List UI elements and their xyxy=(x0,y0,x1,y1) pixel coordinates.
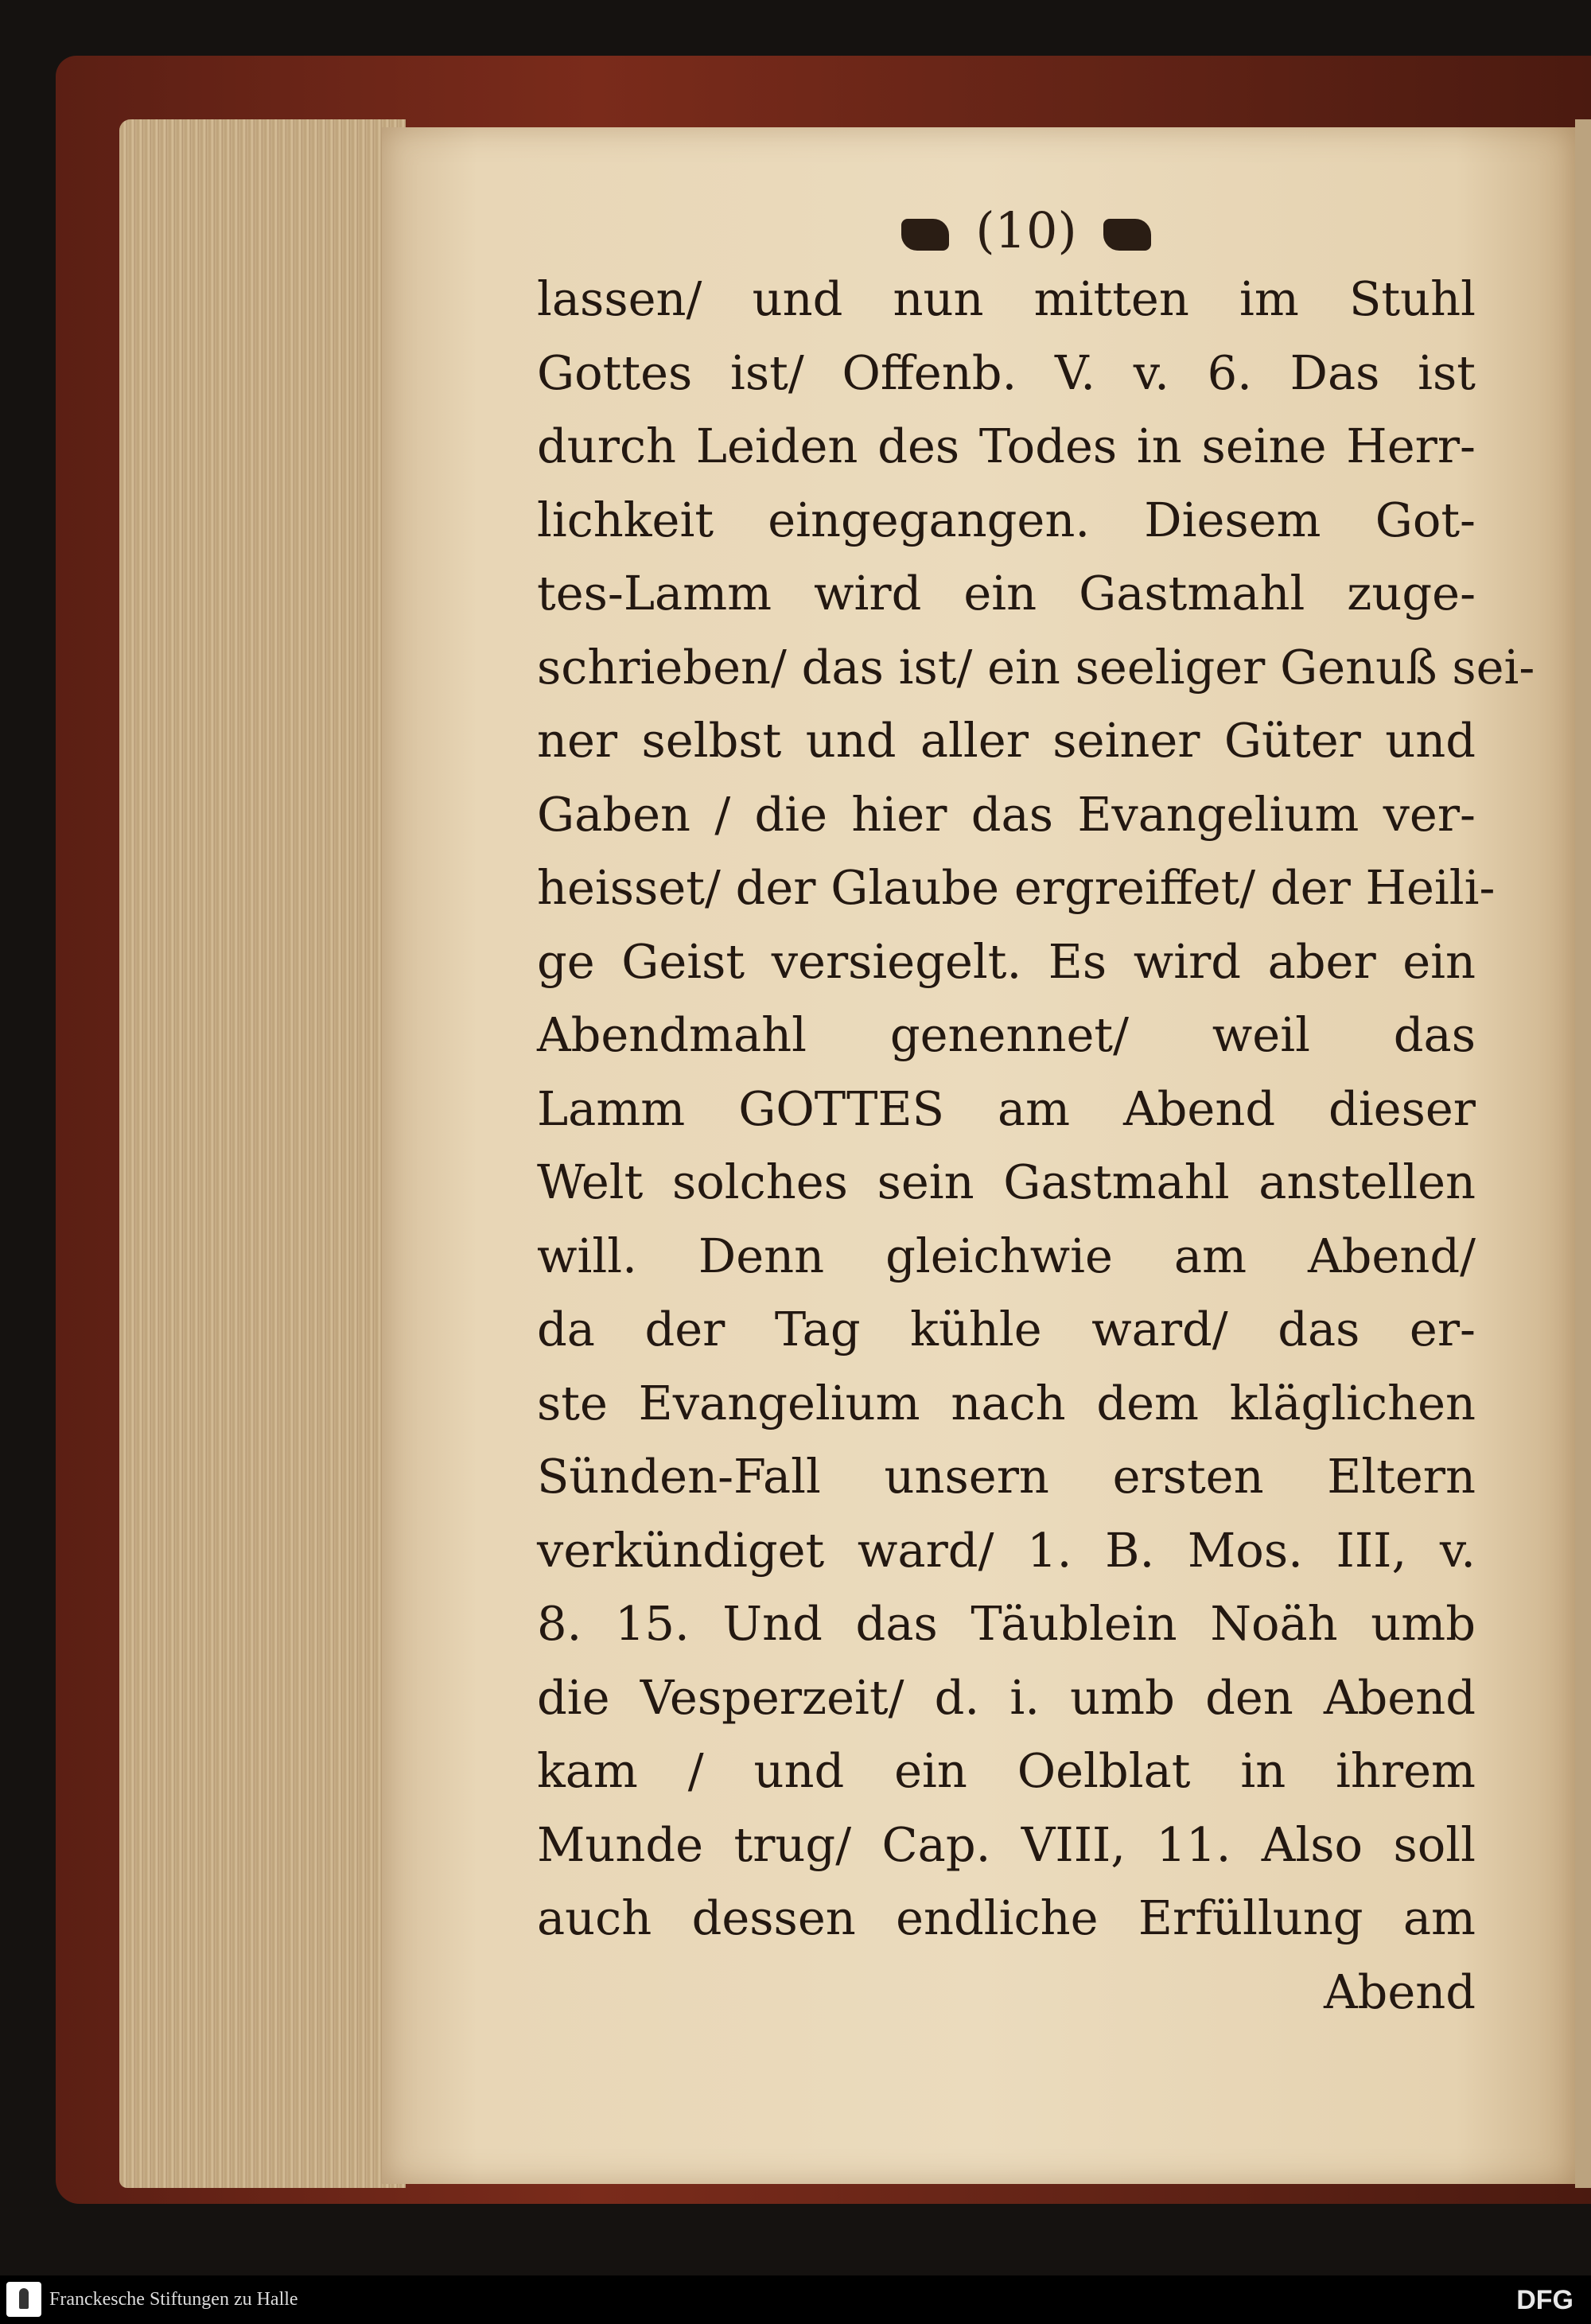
ornament-right-icon xyxy=(1103,219,1151,251)
text-line: ste Evangelium nach dem kläglichen xyxy=(537,1375,1476,1431)
page-number: (10) xyxy=(975,201,1077,259)
text-line: verkündiget ward/ 1. B. Mos. III, v. xyxy=(537,1522,1476,1578)
facing-page-edge xyxy=(1575,119,1591,2188)
page-text xyxy=(537,263,1535,2029)
text-line: Lamm GOTTES am Abend dieser xyxy=(537,1080,1476,1136)
text-line: heisset/ der Glaube ergreiffet/ der Heili- xyxy=(537,860,1496,915)
viewer-footer xyxy=(0,2275,1591,2324)
page-header xyxy=(875,203,1177,259)
text-line: lichkeit eingegangen. Diesem Got- xyxy=(537,492,1476,547)
text-line: Gaben / die hier das Evangelium ver- xyxy=(537,786,1476,842)
text-line: die Vesperzeit/ d. i. umb den Abend xyxy=(537,1669,1476,1725)
dfg-badge: DFG xyxy=(1516,2285,1573,2315)
text-line: Abendmahl genennet/ weil das xyxy=(537,1007,1476,1062)
institution-credit: Franckesche Stiftungen zu Halle xyxy=(49,2289,298,2310)
text-line: durch Leiden des Todes in seine Herr- xyxy=(537,418,1476,473)
text-line: will. Denn gleichwie am Abend/ xyxy=(537,1228,1476,1283)
text-line: ner selbst und aller seiner Güter und xyxy=(537,713,1476,768)
text-line: Munde trug/ Cap. VIII, 11. Also soll xyxy=(537,1816,1476,1872)
text-line: da der Tag kühle ward/ das er- xyxy=(537,1302,1476,1357)
text-line: kam / und ein Oelblat in ihrem xyxy=(537,1743,1476,1798)
institution-logo-icon xyxy=(6,2282,41,2317)
text-line: auch dessen endliche Erfüllung am xyxy=(537,1890,1476,1945)
catchword: Abend xyxy=(1323,1964,1476,2019)
text-line: schrieben/ das ist/ ein seeliger Genuß sei- xyxy=(537,639,1535,695)
text-line: Sünden-Fall unsern ersten Eltern xyxy=(537,1449,1476,1504)
ornament-left-icon xyxy=(901,219,949,251)
text-line: tes-Lamm wird ein Gastmahl zuge- xyxy=(537,566,1476,621)
text-line: 8. 15. Und das Täublein Noäh umb xyxy=(537,1596,1476,1651)
text-line: Gottes ist/ Offenb. V. v. 6. Das ist xyxy=(537,345,1476,400)
text-line: Welt solches sein Gastmahl anstellen xyxy=(537,1154,1476,1209)
text-line: ge Geist versiegelt. Es wird aber ein xyxy=(537,933,1476,989)
text-line: lassen/ und nun mitten im Stuhl xyxy=(537,271,1476,326)
page-edges xyxy=(119,119,406,2188)
